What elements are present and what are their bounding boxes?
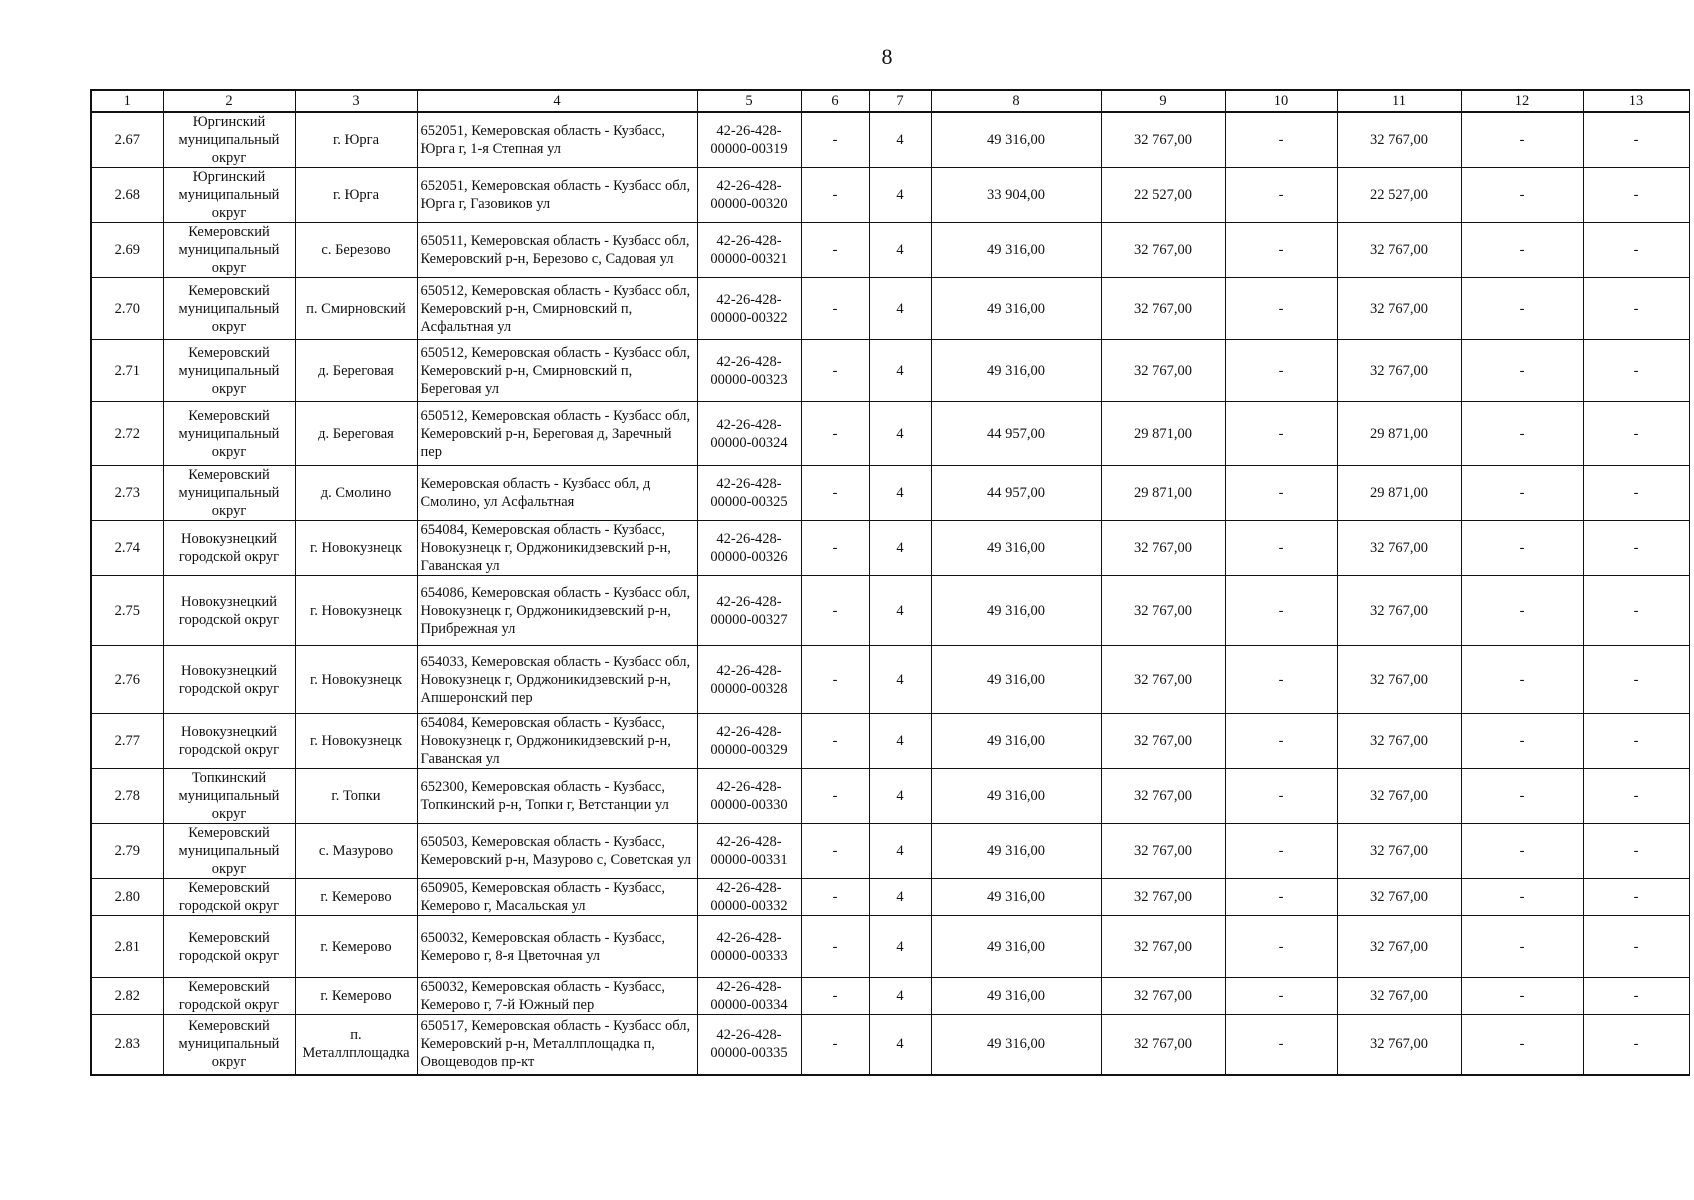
col7-cell: 4 [869,576,931,646]
col11-cell: 32 767,00 [1337,978,1461,1015]
row-number: 2.71 [91,340,163,402]
row-number: 2.72 [91,402,163,466]
table-row [91,168,1689,223]
table-row [91,521,1689,576]
column-header-2: 2 [163,90,295,112]
table-row [91,978,1689,1015]
locality-cell: д. Смолино [295,466,417,521]
col12-cell: - [1461,521,1583,576]
col8-cell: 49 316,00 [931,978,1101,1015]
col12-cell: - [1461,714,1583,769]
code-cell: 42-26-428-00000-00326 [697,521,801,576]
locality-cell: г. Новокузнецк [295,521,417,576]
col6-cell: - [801,112,869,168]
col10-cell: - [1225,714,1337,769]
table-row [91,646,1689,714]
row-number: 2.74 [91,521,163,576]
address-cell: 652051, Кемеровская область - Кузбасс обл, Юрга г, Газовиков ул [417,168,697,223]
table-row [91,278,1689,340]
column-header-5: 5 [697,90,801,112]
col12-cell: - [1461,879,1583,916]
col11-cell: 32 767,00 [1337,1015,1461,1075]
table-row [91,714,1689,769]
row-number: 2.70 [91,278,163,340]
col9-cell: 32 767,00 [1101,769,1225,824]
col8-cell: 44 957,00 [931,402,1101,466]
col13-cell: - [1583,714,1689,769]
code-cell: 42-26-428-00000-00329 [697,714,801,769]
district-cell: Кемеровский городской округ [163,978,295,1015]
address-cell: 654033, Кемеровская область - Кузбасс обл, Новокузнецк г, Орджоникидзевский р-н, Апшеронский пер [417,646,697,714]
district-cell: Топкинский муниципальный округ [163,769,295,824]
col9-cell: 32 767,00 [1101,1015,1225,1075]
col8-cell: 49 316,00 [931,879,1101,916]
col6-cell: - [801,278,869,340]
col7-cell: 4 [869,769,931,824]
col11-cell: 32 767,00 [1337,112,1461,168]
table-row [91,879,1689,916]
locality-cell: д. Береговая [295,402,417,466]
column-header-11: 11 [1337,90,1461,112]
col6-cell: - [801,824,869,879]
col11-cell: 29 871,00 [1337,402,1461,466]
col7-cell: 4 [869,521,931,576]
col13-cell: - [1583,340,1689,402]
district-cell: Кемеровский муниципальный округ [163,278,295,340]
district-cell: Новокузнецкий городской округ [163,521,295,576]
column-header-1: 1 [91,90,163,112]
col6-cell: - [801,714,869,769]
col13-cell: - [1583,576,1689,646]
col9-cell: 32 767,00 [1101,340,1225,402]
col8-cell: 49 316,00 [931,646,1101,714]
col12-cell: - [1461,1015,1583,1075]
col7-cell: 4 [869,112,931,168]
code-cell: 42-26-428-00000-00322 [697,278,801,340]
col13-cell: - [1583,1015,1689,1075]
locality-cell: д. Береговая [295,340,417,402]
col13-cell: - [1583,112,1689,168]
address-cell: 650511, Кемеровская область - Кузбасс обл, Кемеровский р-н, Березово с, Садовая ул [417,223,697,278]
col10-cell: - [1225,1015,1337,1075]
col13-cell: - [1583,466,1689,521]
col12-cell: - [1461,824,1583,879]
col7-cell: 4 [869,1015,931,1075]
col8-cell: 49 316,00 [931,576,1101,646]
col12-cell: - [1461,402,1583,466]
address-cell: 650905, Кемеровская область - Кузбасс, Кемерово г, Масальская ул [417,879,697,916]
col12-cell: - [1461,646,1583,714]
column-header-9: 9 [1101,90,1225,112]
locality-cell: п. Смирновский [295,278,417,340]
col8-cell: 49 316,00 [931,223,1101,278]
col8-cell: 33 904,00 [931,168,1101,223]
locality-cell: п. Металлплощадка [295,1015,417,1075]
col10-cell: - [1225,278,1337,340]
col10-cell: - [1225,824,1337,879]
locality-cell: г. Юрга [295,112,417,168]
table-row [91,340,1689,402]
table-row [91,1015,1689,1075]
col11-cell: 32 767,00 [1337,714,1461,769]
row-number: 2.80 [91,879,163,916]
col12-cell: - [1461,340,1583,402]
district-cell: Кемеровский городской округ [163,916,295,978]
col9-cell: 32 767,00 [1101,916,1225,978]
col10-cell: - [1225,978,1337,1015]
col13-cell: - [1583,278,1689,340]
table-row [91,223,1689,278]
column-header-6: 6 [801,90,869,112]
col11-cell: 22 527,00 [1337,168,1461,223]
col12-cell: - [1461,978,1583,1015]
header-row [91,90,1689,112]
col6-cell: - [801,223,869,278]
col7-cell: 4 [869,278,931,340]
column-header-3: 3 [295,90,417,112]
col8-cell: 49 316,00 [931,769,1101,824]
locality-cell: г. Топки [295,769,417,824]
row-number: 2.69 [91,223,163,278]
locality-cell: г. Кемерово [295,978,417,1015]
col9-cell: 32 767,00 [1101,223,1225,278]
col12-cell: - [1461,916,1583,978]
locality-cell: г. Новокузнецк [295,714,417,769]
code-cell: 42-26-428-00000-00330 [697,769,801,824]
col7-cell: 4 [869,916,931,978]
col6-cell: - [801,576,869,646]
col8-cell: 49 316,00 [931,714,1101,769]
district-cell: Новокузнецкий городской округ [163,714,295,769]
col10-cell: - [1225,879,1337,916]
col8-cell: 44 957,00 [931,466,1101,521]
row-number: 2.73 [91,466,163,521]
row-number: 2.67 [91,112,163,168]
district-cell: Кемеровский муниципальный округ [163,824,295,879]
col7-cell: 4 [869,223,931,278]
col7-cell: 4 [869,879,931,916]
col13-cell: - [1583,402,1689,466]
col6-cell: - [801,769,869,824]
col11-cell: 32 767,00 [1337,916,1461,978]
col13-cell: - [1583,978,1689,1015]
table-row [91,576,1689,646]
locality-cell: г. Кемерово [295,916,417,978]
col9-cell: 29 871,00 [1101,466,1225,521]
col12-cell: - [1461,278,1583,340]
col11-cell: 32 767,00 [1337,223,1461,278]
table-row [91,824,1689,879]
district-cell: Кемеровский муниципальный округ [163,340,295,402]
col8-cell: 49 316,00 [931,521,1101,576]
col9-cell: 32 767,00 [1101,112,1225,168]
col6-cell: - [801,916,869,978]
col9-cell: 32 767,00 [1101,824,1225,879]
col11-cell: 32 767,00 [1337,824,1461,879]
col13-cell: - [1583,223,1689,278]
col10-cell: - [1225,521,1337,576]
table-row [91,466,1689,521]
table-row [91,916,1689,978]
district-cell: Кемеровский муниципальный округ [163,466,295,521]
district-cell: Юргинский муниципальный округ [163,112,295,168]
col7-cell: 4 [869,340,931,402]
address-cell: 650512, Кемеровская область - Кузбасс обл, Кемеровский р-н, Береговая д, Заречный пер [417,402,697,466]
col13-cell: - [1583,916,1689,978]
code-cell: 42-26-428-00000-00334 [697,978,801,1015]
col10-cell: - [1225,769,1337,824]
document-table [90,89,1690,1076]
col10-cell: - [1225,223,1337,278]
code-cell: 42-26-428-00000-00321 [697,223,801,278]
col7-cell: 4 [869,714,931,769]
col6-cell: - [801,978,869,1015]
col13-cell: - [1583,521,1689,576]
code-cell: 42-26-428-00000-00319 [697,112,801,168]
col9-cell: 22 527,00 [1101,168,1225,223]
table-row [91,769,1689,824]
address-cell: 650032, Кемеровская область - Кузбасс, Кемерово г, 8-я Цветочная ул [417,916,697,978]
district-cell: Юргинский муниципальный округ [163,168,295,223]
col8-cell: 49 316,00 [931,340,1101,402]
col6-cell: - [801,879,869,916]
col8-cell: 49 316,00 [931,916,1101,978]
code-cell: 42-26-428-00000-00327 [697,576,801,646]
code-cell: 42-26-428-00000-00332 [697,879,801,916]
row-number: 2.82 [91,978,163,1015]
row-number: 2.68 [91,168,163,223]
code-cell: 42-26-428-00000-00331 [697,824,801,879]
col10-cell: - [1225,112,1337,168]
row-number: 2.76 [91,646,163,714]
col12-cell: - [1461,466,1583,521]
col6-cell: - [801,402,869,466]
col8-cell: 49 316,00 [931,278,1101,340]
row-number: 2.78 [91,769,163,824]
address-cell: 650032, Кемеровская область - Кузбасс, Кемерово г, 7-й Южный пер [417,978,697,1015]
col6-cell: - [801,646,869,714]
col12-cell: - [1461,112,1583,168]
col12-cell: - [1461,576,1583,646]
col12-cell: - [1461,168,1583,223]
district-cell: Новокузнецкий городской округ [163,576,295,646]
locality-cell: г. Новокузнецк [295,576,417,646]
col13-cell: - [1583,879,1689,916]
address-cell: 654084, Кемеровская область - Кузбасс, Новокузнецк г, Орджоникидзевский р-н, Гаванская ул [417,521,697,576]
col11-cell: 32 767,00 [1337,646,1461,714]
district-cell: Новокузнецкий городской округ [163,646,295,714]
address-cell: 650512, Кемеровская область - Кузбасс обл, Кемеровский р-н, Смирновский п, Береговая ул [417,340,697,402]
code-cell: 42-26-428-00000-00325 [697,466,801,521]
column-header-13: 13 [1583,90,1689,112]
address-cell: 650517, Кемеровская область - Кузбасс обл, Кемеровский р-н, Металлплощадка п, Овощеводов пр-кт [417,1015,697,1075]
table-row [91,402,1689,466]
col6-cell: - [801,1015,869,1075]
col12-cell: - [1461,769,1583,824]
col7-cell: 4 [869,168,931,223]
col7-cell: 4 [869,824,931,879]
col9-cell: 32 767,00 [1101,646,1225,714]
row-number: 2.79 [91,824,163,879]
col11-cell: 32 767,00 [1337,576,1461,646]
col11-cell: 29 871,00 [1337,466,1461,521]
col8-cell: 49 316,00 [931,1015,1101,1075]
locality-cell: с. Березово [295,223,417,278]
district-cell: Кемеровский муниципальный округ [163,1015,295,1075]
col13-cell: - [1583,168,1689,223]
col13-cell: - [1583,824,1689,879]
page-number: 8 [881,44,893,69]
col9-cell: 32 767,00 [1101,879,1225,916]
col6-cell: - [801,466,869,521]
col13-cell: - [1583,646,1689,714]
col11-cell: 32 767,00 [1337,879,1461,916]
col10-cell: - [1225,466,1337,521]
column-header-7: 7 [869,90,931,112]
locality-cell: г. Юрга [295,168,417,223]
col11-cell: 32 767,00 [1337,278,1461,340]
code-cell: 42-26-428-00000-00324 [697,402,801,466]
code-cell: 42-26-428-00000-00320 [697,168,801,223]
address-cell: 650512, Кемеровская область - Кузбасс обл, Кемеровский р-н, Смирновский п, Асфальтная ул [417,278,697,340]
address-cell: 652300, Кемеровская область - Кузбасс, Топкинский р-н, Топки г, Ветстанции ул [417,769,697,824]
address-cell: 650503, Кемеровская область - Кузбасс, Кемеровский р-н, Мазурово с, Советская ул [417,824,697,879]
locality-cell: г. Кемерово [295,879,417,916]
col9-cell: 32 767,00 [1101,521,1225,576]
col6-cell: - [801,168,869,223]
district-cell: Кемеровский муниципальный округ [163,223,295,278]
address-cell: Кемеровская область - Кузбасс обл, д Смолино, ул Асфальтная [417,466,697,521]
col10-cell: - [1225,576,1337,646]
col9-cell: 32 767,00 [1101,978,1225,1015]
col11-cell: 32 767,00 [1337,769,1461,824]
col7-cell: 4 [869,978,931,1015]
col10-cell: - [1225,402,1337,466]
code-cell: 42-26-428-00000-00333 [697,916,801,978]
col6-cell: - [801,521,869,576]
col10-cell: - [1225,340,1337,402]
row-number: 2.83 [91,1015,163,1075]
table-row [91,112,1689,168]
address-cell: 654084, Кемеровская область - Кузбасс, Новокузнецк г, Орджоникидзевский р-н, Гаванская ул [417,714,697,769]
col7-cell: 4 [869,466,931,521]
col11-cell: 32 767,00 [1337,521,1461,576]
col12-cell: - [1461,223,1583,278]
col7-cell: 4 [869,402,931,466]
col10-cell: - [1225,168,1337,223]
col8-cell: 49 316,00 [931,112,1101,168]
locality-cell: с. Мазурово [295,824,417,879]
row-number: 2.77 [91,714,163,769]
col9-cell: 32 767,00 [1101,576,1225,646]
col9-cell: 32 767,00 [1101,278,1225,340]
code-cell: 42-26-428-00000-00323 [697,340,801,402]
code-cell: 42-26-428-00000-00328 [697,646,801,714]
row-number: 2.81 [91,916,163,978]
col13-cell: - [1583,769,1689,824]
column-header-12: 12 [1461,90,1583,112]
column-header-4: 4 [417,90,697,112]
col6-cell: - [801,340,869,402]
district-cell: Кемеровский муниципальный округ [163,402,295,466]
col10-cell: - [1225,646,1337,714]
col9-cell: 29 871,00 [1101,402,1225,466]
locality-cell: г. Новокузнецк [295,646,417,714]
col9-cell: 32 767,00 [1101,714,1225,769]
address-cell: 654086, Кемеровская область - Кузбасс обл, Новокузнецк г, Орджоникидзевский р-н, Прибрежная ул [417,576,697,646]
row-number: 2.75 [91,576,163,646]
code-cell: 42-26-428-00000-00335 [697,1015,801,1075]
col11-cell: 32 767,00 [1337,340,1461,402]
address-cell: 652051, Кемеровская область - Кузбасс, Юрга г, 1-я Степная ул [417,112,697,168]
col10-cell: - [1225,916,1337,978]
column-header-10: 10 [1225,90,1337,112]
district-cell: Кемеровский городской округ [163,879,295,916]
column-header-8: 8 [931,90,1101,112]
col8-cell: 49 316,00 [931,824,1101,879]
col7-cell: 4 [869,646,931,714]
